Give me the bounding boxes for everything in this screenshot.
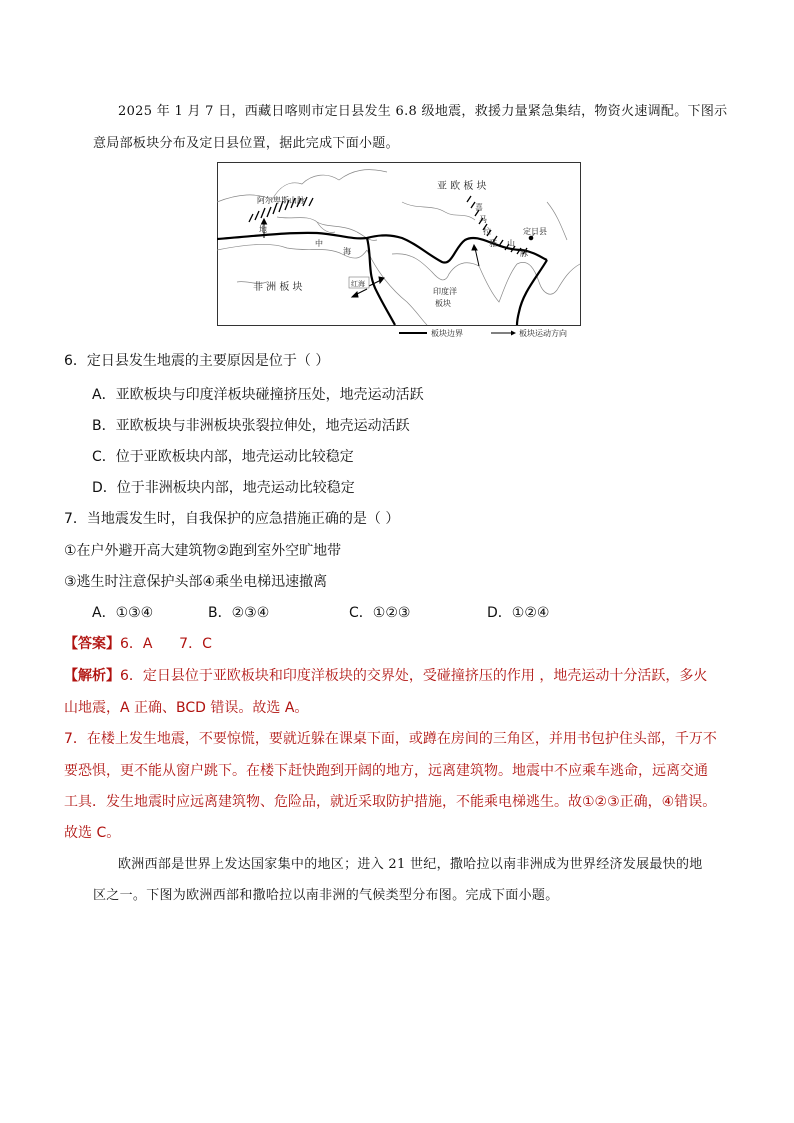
analysis-line-2: 山地震，A 正确、BCD 错误。故选 A。	[64, 700, 309, 716]
analysis-line-5: 工具．发生地震时应远离建筑物、危险品，就近采取防护措施，不能乘电梯逃生。故①②③正确，④错误。	[64, 794, 717, 810]
analysis-line-3: 7．在楼上发生地震，不要惊慌，要就近躲在课桌下面，或蹲在房间的三角区，并用书包护住头部，千万不	[64, 731, 717, 747]
intro-line-1: 2025 年 1 月 7 日，西藏日喀则市定日县发生 6.8 级地震，救援力量紧急集结，物资火速调配。下图示	[118, 104, 728, 119]
label-ma: 马	[479, 215, 487, 224]
q6-option-c: C．位于亚欧板块内部，地壳运动比较稳定	[92, 449, 354, 465]
analysis-label: 【解析】	[64, 668, 120, 684]
q7-option-a: A．①③④	[92, 605, 154, 621]
label-xi: 喜	[475, 203, 483, 212]
map-frame	[218, 163, 581, 326]
intro2-line-1: 欧洲西部是世界上发达国家集中的地区；进入 21 世纪，撒哈拉以南非洲成为世界经济发展最快的地	[118, 857, 703, 872]
label-african-plate: 非 洲 板 块	[253, 282, 303, 293]
analysis-text-1: 6．定日县位于亚欧板块和印度洋板块的交界处，受碰撞挤压的作用 ，地壳运动十分活跃，多火	[120, 668, 708, 684]
label-indian-plate-2: 板块	[435, 299, 451, 308]
label-dingri: 定日县	[523, 227, 547, 236]
q7-option-c: C．①②③	[349, 605, 411, 621]
analysis-line-6: 故选 C。	[64, 825, 121, 841]
analysis-line-1	[64, 665, 707, 685]
plate-map	[217, 162, 581, 340]
label-la: 拉	[483, 227, 491, 236]
label-indian-plate-1: 印度洋	[433, 287, 457, 296]
q6-option-a: A．亚欧板块与印度洋板块碰撞挤压处，地壳运动活跃	[92, 387, 424, 403]
label-eurasian-plate: 亚 欧 板 块	[437, 181, 487, 192]
label-hai: 海	[343, 247, 351, 256]
intro2-line-2: 区之一。下图为欧洲西部和撒哈拉以南非洲的气候类型分布图。完成下面小题。	[93, 888, 559, 903]
label-red-sea: 红海	[351, 280, 365, 288]
analysis-line-4: 要恐惧，更不能从窗户跳下。在楼下赶快跑到开阔的地方，远离建筑物。地震中不应乘车逃命，远离交通	[64, 763, 708, 779]
intro-line-2: 意局部板块分布及定日县位置，据此完成下面小题。	[93, 136, 399, 151]
answer-label: 【答案】	[64, 636, 120, 652]
label-di: 地	[259, 225, 267, 234]
label-mai: 脉	[520, 249, 528, 258]
q7-line-1: ①在户外避开高大建筑物②跑到室外空旷地带	[64, 543, 342, 559]
answer-line	[64, 633, 212, 653]
label-shan: 山	[507, 239, 515, 248]
q7-option-d: D．①②④	[487, 605, 550, 621]
legend-boundary-label: 板块边界	[431, 329, 463, 338]
label-ya: 雅	[489, 239, 497, 248]
q6-option-d: D．位于非洲板块内部，地壳运动比较稳定	[92, 480, 355, 496]
q7-stem: 7．当地震发生时，自我保护的应急措施正确的是（ ）	[64, 511, 400, 527]
q6-stem: 6．定日县发生地震的主要原因是位于（ ）	[64, 353, 330, 369]
q7-option-b: B．②③④	[208, 605, 270, 621]
label-zhong: 中	[315, 239, 323, 248]
q7-line-2: ③逃生时注意保护头部④乘坐电梯迅速撤离	[64, 574, 328, 590]
q6-option-b: B．亚欧板块与非洲板块张裂拉伸处，地壳运动活跃	[92, 418, 410, 434]
legend-motion-label: 板块运动方向	[519, 329, 567, 338]
answer-text: 6．A 7．C	[120, 636, 212, 652]
label-alps: 阿尔卑斯山脉	[257, 196, 305, 205]
